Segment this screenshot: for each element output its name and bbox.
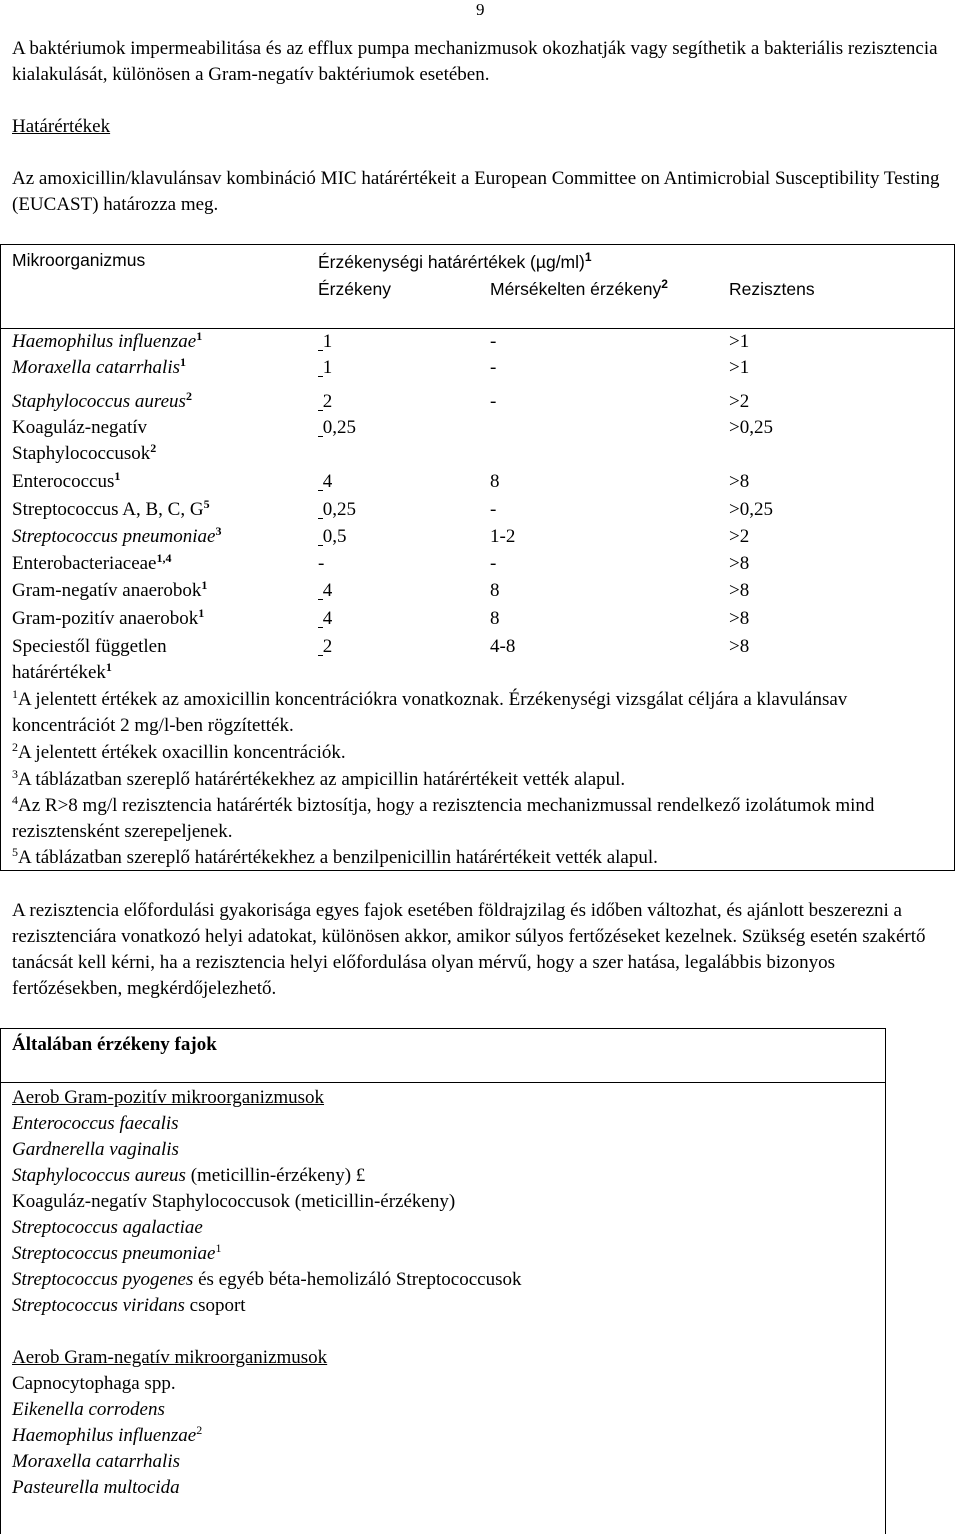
- list-item: Haemophilus influenzae$^2$: [12, 1423, 203, 1446]
- footnote: $^2$A jelentett értékek oxacillin koncentrációk.: [12, 740, 346, 763]
- col-header-organism: Mikroorganizmus: [12, 250, 146, 270]
- table-cell-r: >0,25: [729, 417, 773, 438]
- resistance-paragraph: A rezisztencia előfordulási gyakorisága egyes fajok esetében földrajzilag és időben változhat, és ajánlott beszerezni a rezisztenciára vonatkozó helyi adatokat, különösen akkor, amikor súlyos fertőzéseket kezelnek. Szükség esetén szakértő tanácsát kell kérni, ha a rezisztencia helyi előfordulása olyan mérvű, hogy a szer hatása, legalábbis bizonyos fertőzésekben, megkérdőjelezhető.: [12, 900, 926, 999]
- table-cell-s: 0,25: [318, 497, 356, 523]
- col-header-intermediate: Mérsékelten érzékeny$^2$: [490, 277, 668, 299]
- table-cell-i: 4-8: [490, 636, 516, 657]
- col-header-resistant: Rezisztens: [729, 279, 815, 299]
- list-item: Eikenella corrodens: [12, 1399, 165, 1420]
- table-row-organism: Streptococcus A, B, C, $G^5$: [12, 497, 210, 520]
- species-table-title: Általában érzékeny fajok: [12, 1034, 217, 1055]
- footnote: $^5$A táblázatban szereplő határértékekhez a benzilpenicillin határértékeit vették alapul.: [12, 845, 658, 868]
- table-cell-r: >8: [729, 471, 750, 492]
- table-row-organism: Enterococcus$^1$: [12, 469, 121, 492]
- table-cell-s: 4: [318, 469, 332, 495]
- section-heading: Határértékek: [12, 116, 111, 137]
- table-cell-i: -: [490, 331, 497, 352]
- table-cell-s: 1: [318, 329, 332, 355]
- table-cell-i: 8: [490, 471, 500, 492]
- spacer: [12, 1319, 522, 1345]
- table-cell-s: 2: [318, 634, 332, 660]
- footnote: $^4$Az R>8 mg/l rezisztencia határérték biztosítja, hogy a rezisztencia mechanizmussal rendelkező izolátumok mind rezisztensként szerepeljenek.: [12, 793, 875, 842]
- species-header-divider: [1, 1082, 885, 1083]
- table-row-organism: Streptococcus pneumoniae$^3$: [12, 524, 222, 547]
- table-row-organism: Staphylococcus aureus$^2$: [12, 389, 192, 412]
- table-cell-i: -: [490, 553, 497, 574]
- table-row-organism: Gram-negatív anaerobok$^1$: [12, 578, 208, 601]
- table-cell-r: >2: [729, 526, 750, 547]
- page-number: 9: [476, 0, 485, 19]
- list-item: Streptococcus pneumoniae$^1$: [12, 1241, 222, 1264]
- table-cell-r: >2: [729, 391, 750, 412]
- table-cell-s: 4: [318, 578, 332, 604]
- list-item: Koaguláz-negatív Staphylococcusok (meticillin-érzékeny): [12, 1191, 456, 1212]
- table-cell-i: 1-2: [490, 526, 516, 547]
- list-item: Streptococcus agalactiae: [12, 1217, 203, 1238]
- table-row-organism: Koaguláz-negatív Staphylococcusok$^2$: [12, 417, 157, 464]
- list-item: Staphylococcus aureus (meticillin-érzékeny) £: [12, 1165, 366, 1186]
- species-list: [12, 1085, 522, 1501]
- breakpoint-table: [0, 244, 955, 871]
- table-cell-s: 4: [318, 606, 332, 632]
- col-header-breakpoints: Érzékenységi határértékek $(\mu g/ml)^1$: [318, 250, 592, 272]
- table-cell-s: 0,5: [318, 524, 347, 550]
- table-row-organism: Enterobacteriaceae$^{1,4}$: [12, 551, 172, 574]
- table-cell-i: -: [490, 357, 497, 378]
- footnote: $^3$A táblázatban szereplő határértékekhez az ampicillin határértékeit vették alapul.: [12, 767, 626, 790]
- col-header-susceptible: Érzékeny: [318, 279, 391, 299]
- list-item: Streptococcus pyogenes és egyéb béta-hemolizáló Streptococcusok: [12, 1269, 522, 1290]
- list-item: Enterococcus faecalis: [12, 1113, 179, 1134]
- table-cell-r: >8: [729, 553, 750, 574]
- table-cell-i: 8: [490, 608, 500, 629]
- table-cell-i: -: [490, 391, 497, 412]
- table-cell-r: >0,25: [729, 499, 773, 520]
- table-row-organism: Gram-pozitív anaerobok$^1$: [12, 606, 205, 629]
- table-row-organism: Moraxella catarrhalis$^1$: [12, 355, 187, 378]
- table-cell-r: >1: [729, 331, 750, 352]
- intro-paragraph: A baktériumok impermeabilitása és az efflux pumpa mechanizmusok okozhatják vagy segíthetik a bakteriális rezisztencia kialakulását, különösen a Gram-negatív baktériumok esetében.: [12, 38, 938, 85]
- table-cell-s: 0,25: [318, 415, 356, 441]
- table-cell-r: >8: [729, 636, 750, 657]
- list-item: Pasteurella multocida: [12, 1477, 180, 1498]
- table-row-organism: Haemophilus influenzae$^1$: [12, 329, 203, 352]
- eucast-paragraph: Az amoxicillin/klavulánsav kombináció MIC határértékeit a European Committee on Antimicrobial Susceptibility Testing (EUCAST) határozza meg.: [12, 168, 940, 215]
- table-cell-s: 2: [318, 389, 332, 415]
- gram-negative-heading: Aerob Gram-negatív mikroorganizmusok: [12, 1347, 328, 1368]
- table-cell-i: -: [490, 499, 497, 520]
- table-cell-r: >1: [729, 357, 750, 378]
- table-cell-s: 1: [318, 355, 332, 381]
- list-item: Capnocytophaga spp.: [12, 1373, 176, 1394]
- table-cell-s: -: [318, 553, 325, 574]
- list-item: Gardnerella vaginalis: [12, 1139, 179, 1160]
- list-item: Streptococcus viridans csoport: [12, 1295, 246, 1316]
- species-table: [0, 1028, 886, 1534]
- table-row-organism: Speciestől független határértékek$^1$: [12, 636, 167, 683]
- gram-positive-heading: Aerob Gram-pozitív mikroorganizmusok: [12, 1087, 325, 1108]
- table-cell-i: 8: [490, 580, 500, 601]
- list-item: Moraxella catarrhalis: [12, 1451, 181, 1472]
- table-cell-r: >8: [729, 608, 750, 629]
- footnote: $^1$A jelentett értékek az amoxicillin koncentrációkra vonatkoznak. Érzékenységi vizsgálat céljára a klavulánsav koncentrációt 2 mg/l-ben rögzítették.: [12, 687, 848, 736]
- table-cell-r: >8: [729, 580, 750, 601]
